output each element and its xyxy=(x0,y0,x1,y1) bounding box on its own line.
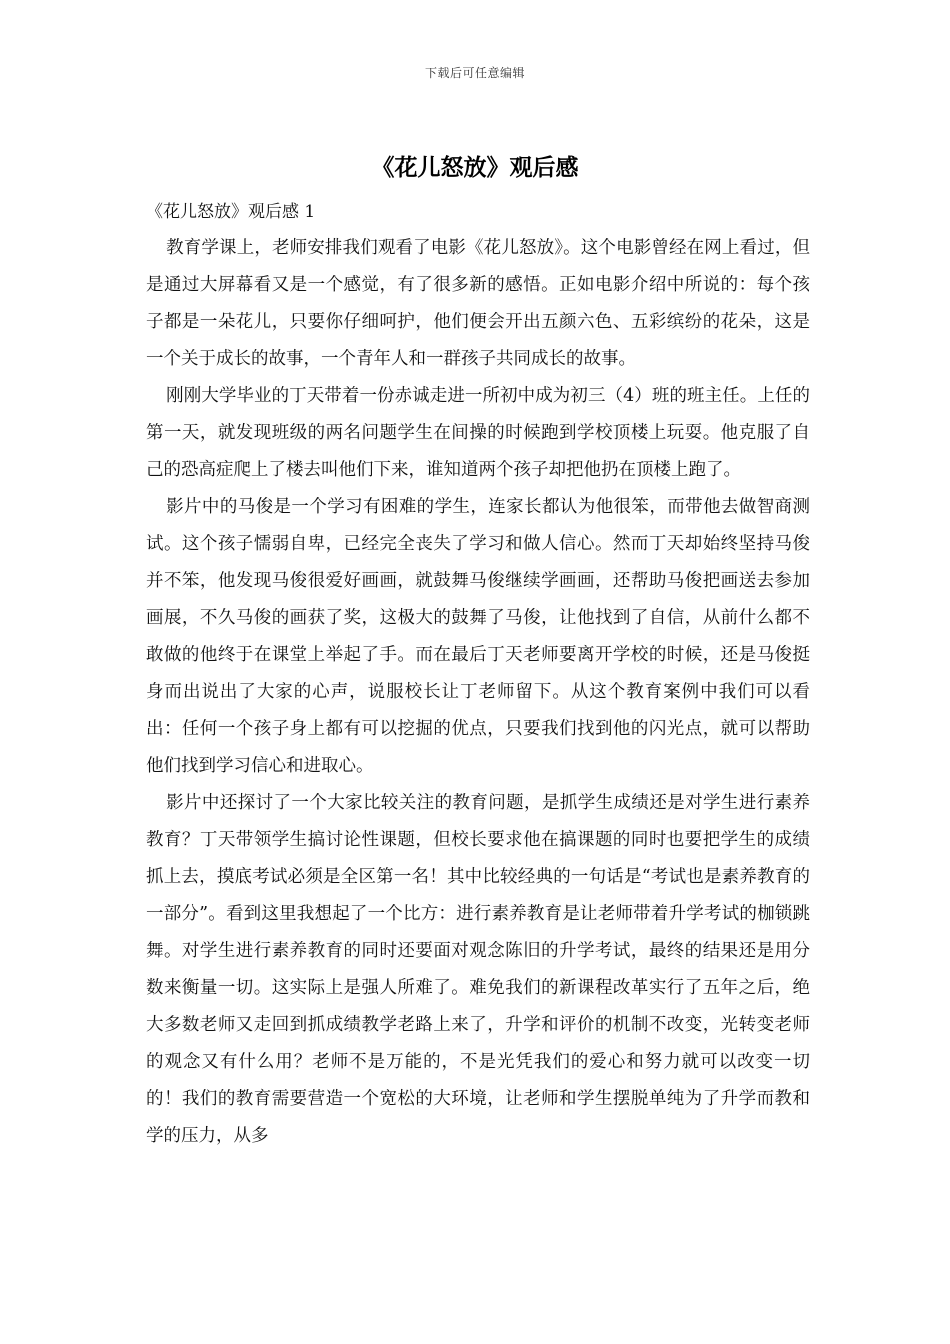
paragraph: 刚刚大学毕业的丁天带着一份赤诚走进一所初中成为初三（4）班的班主任。上任的第一天，就发现班级的两名问题学生在间操的时候跑到学校顶楼上玩耍。他克服了自己的恐高症爬上了楼去叫他们下来，谁知道两个孩子却把他扔在顶楼上跑了。 xyxy=(146,386,810,480)
header-note: 下载后可任意编辑 xyxy=(424,66,525,80)
document-title: 《花儿怒放》观后感 xyxy=(371,154,579,181)
paragraph: 教育学课上，老师安排我们观看了电影《花儿怒放》。这个电影曾经在网上看过，但是通过大屏幕看又是一个感觉，有了很多新的感悟。正如电影介绍中所说的：每个孩子都是一朵花儿，只要你仔细呵护，他们便会开出五颜六色、五彩缤纷的花朵，这是一个关于成长的故事，一个青年人和一群孩子共同成长的故事。 xyxy=(146,238,810,369)
document-subtitle: 《花儿怒放》观后感 1 xyxy=(146,202,316,222)
paragraph: 影片中的马俊是一个学习有困难的学生，连家长都认为他很笨，而带他去做智商测试。这个孩子懦弱自卑，已经完全丧失了学习和做人信心。然而丁天却始终坚持马俊并不笨，他发现马俊很爱好画画，就鼓舞马俊继续学画画，还帮助马俊把画送去参加画展，不久马俊的画获了奖，这极大的鼓舞了马俊，让他找到了自信，从前什么都不敢做的他终于在课堂上举起了手。而在最后丁天老师要离开学校的时候，还是马俊挺身而出说出了大家的心声，说服校长让丁老师留下。从这个教育案例中我们可以看出：任何一个孩子身上都有可以挖掘的优点，只要我们找到他的闪光点，就可以帮助他们找到学习信心和进取心。 xyxy=(146,497,810,776)
paragraph: 影片中还探讨了一个大家比较关注的教育问题，是抓学生成绩还是对学生进行素养教育？丁天带领学生搞讨论性课题，但校长要求他在搞课题的同时也要把学生的成绩抓上去，摸底考试必须是全区第一名！其中比较经典的一句话是“考试也是素养教育的一部分”。看到这里我想起了一个比方：进行素养教育是让老师带着升学考试的枷锁跳舞。对学生进行素养教育的同时还要面对观念陈旧的升学考试，最终的结果还是用分数来衡量一切。这实际上是强人所难了。难免我们的新课程改革实行了五年之后，绝大多数老师又走回到抓成绩教学老路上来了，升学和评价的机制不改变，光转变老师的观念又有什么用？老师不是万能的，不是光凭我们的爱心和努力就可以改变一切的！我们的教育需要营造一个宽松的大环境，让老师和学生摆脱单纯为了升学而教和学的压力，从多 xyxy=(146,793,810,1146)
document-body xyxy=(146,230,810,1155)
